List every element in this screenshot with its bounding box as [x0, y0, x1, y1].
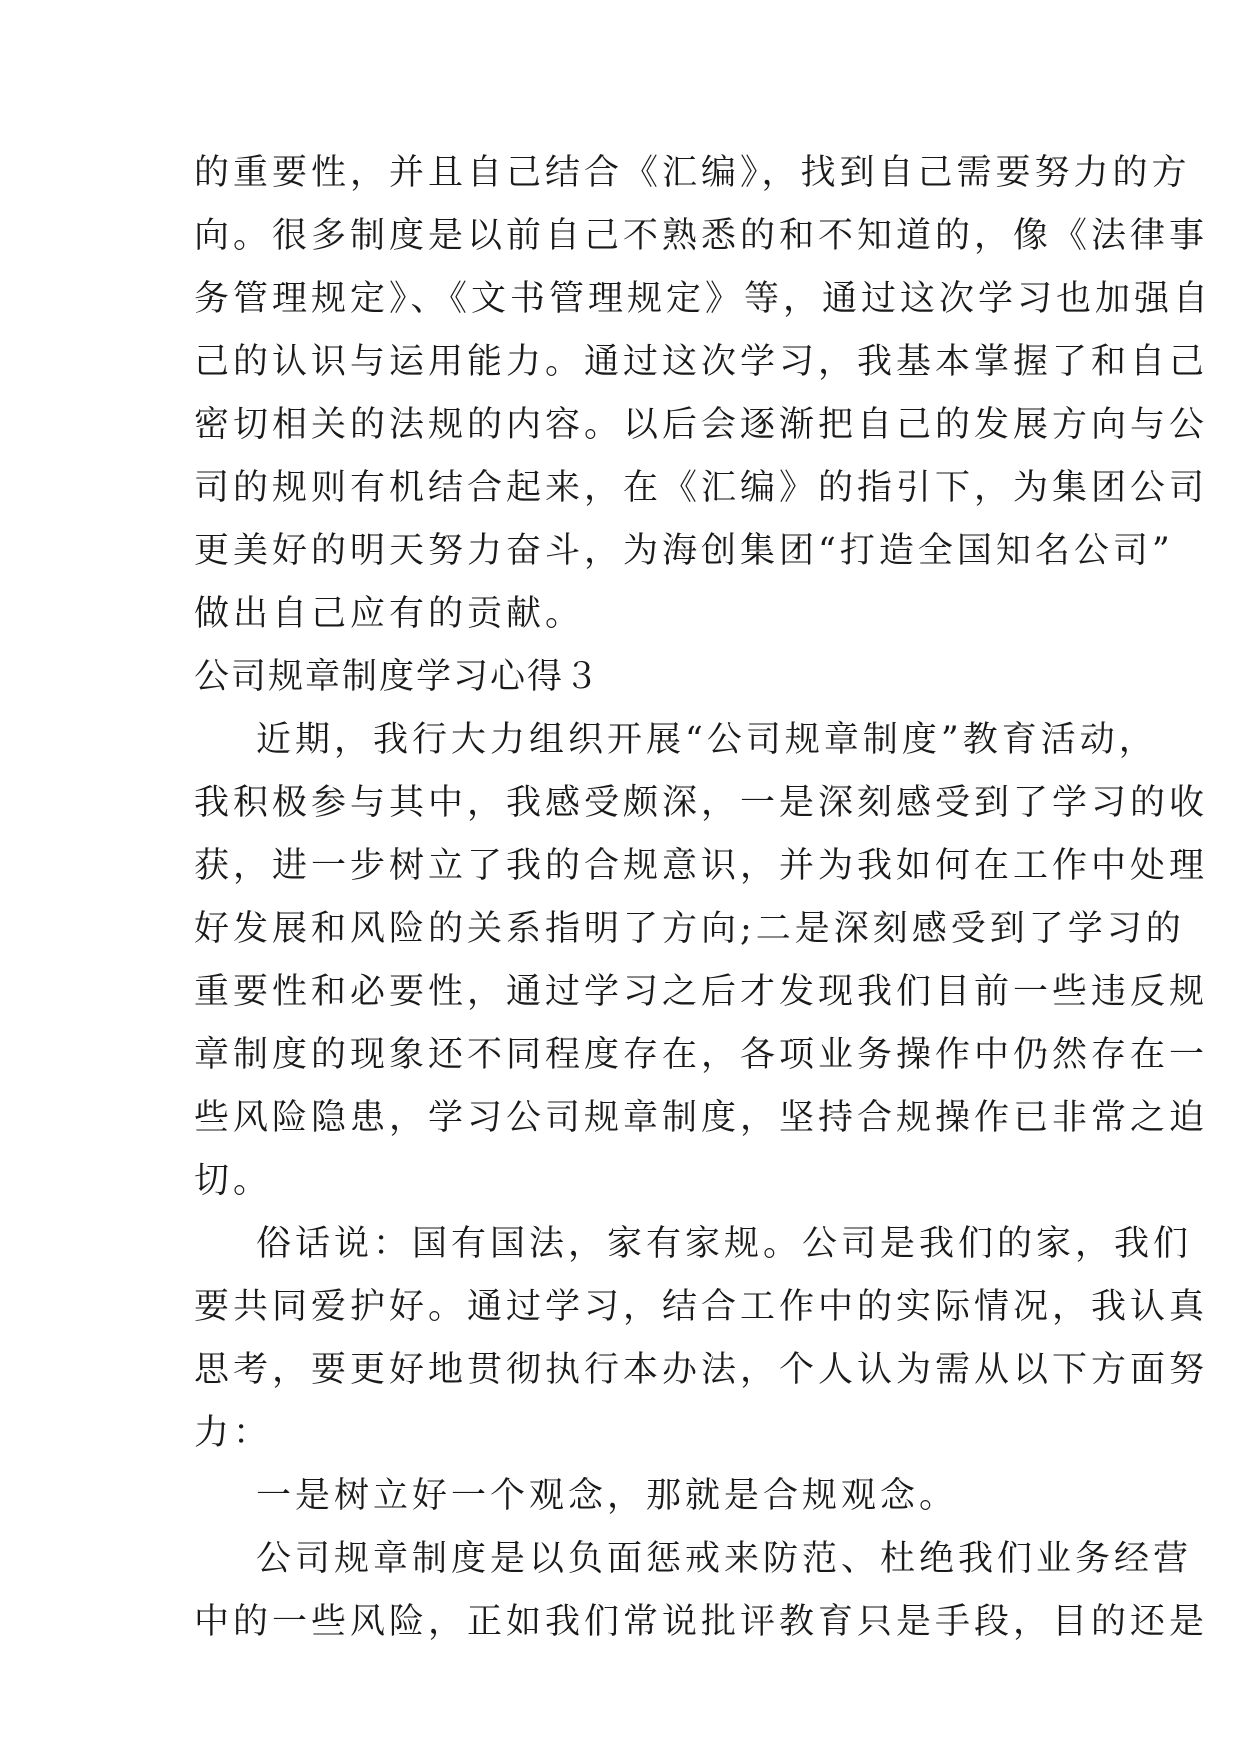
text-line: 向。很多制度是以前自己不熟悉的和不知道的，像《法律事 [194, 216, 1209, 256]
text-line: 获，进一步树立了我的合规意识，并为我如何在工作中处理 [194, 846, 1209, 886]
text-line: 些风险隐患，学习公司规章制度，坚持合规操作已非常之迫 [194, 1098, 1209, 1138]
text-line: 做出自己应有的贡献。 [194, 594, 585, 634]
text-line: 密切相关的法规的内容。以后会逐渐把自己的发展方向与公 [194, 405, 1209, 445]
text-line: 己的认识与运用能力。通过这次学习，我基本掌握了和自己 [194, 342, 1209, 382]
paragraph-first-line: 近期，我行大力组织开展“公司规章制度”教育活动， [256, 720, 1158, 760]
text-line: 章制度的现象还不同程度存在，各项业务操作中仍然存在一 [194, 1035, 1209, 1075]
text-line: 重要性和必要性，通过学习之后才发现我们目前一些违反规 [194, 972, 1209, 1012]
section-heading: 公司规章制度学习心得３ [194, 657, 602, 697]
text-line: 中的一些风险，正如我们常说批评教育只是手段，目的还是 [194, 1602, 1209, 1642]
paragraph-first-line: 一是树立好一个观念，那就是合规观念。 [256, 1476, 959, 1516]
text-line: 切。 [194, 1161, 273, 1201]
document-body [194, 142, 1213, 1654]
text-line: 更美好的明天努力奋斗，为海创集团“打造全国知名公司” [194, 531, 1174, 571]
text-line: 我积极参与其中，我感受颇深，一是深刻感受到了学习的收 [194, 783, 1209, 823]
text-line: 务管理规定》、《文书管理规定》等，通过这次学习也加强自 [194, 279, 1213, 319]
paragraph-first-line: 俗话说：国有国法，家有家规。公司是我们的家，我们 [256, 1224, 1193, 1264]
text-line: 思考，要更好地贯彻执行本办法，个人认为需从以下方面努 [194, 1350, 1209, 1390]
text-line: 的重要性，并且自己结合《汇编》，找到自己需要努力的方 [194, 153, 1191, 193]
paragraph-first-line: 公司规章制度是以负面惩戒来防范、杜绝我们业务经营 [256, 1539, 1193, 1579]
text-line: 要共同爱护好。通过学习，结合工作中的实际情况，我认真 [194, 1287, 1209, 1327]
text-line: 好发展和风险的关系指明了方向;二是深刻感受到了学习的 [194, 909, 1185, 949]
text-line: 力： [194, 1413, 273, 1453]
text-line: 司的规则有机结合起来，在《汇编》的指引下，为集团公司 [194, 468, 1209, 508]
